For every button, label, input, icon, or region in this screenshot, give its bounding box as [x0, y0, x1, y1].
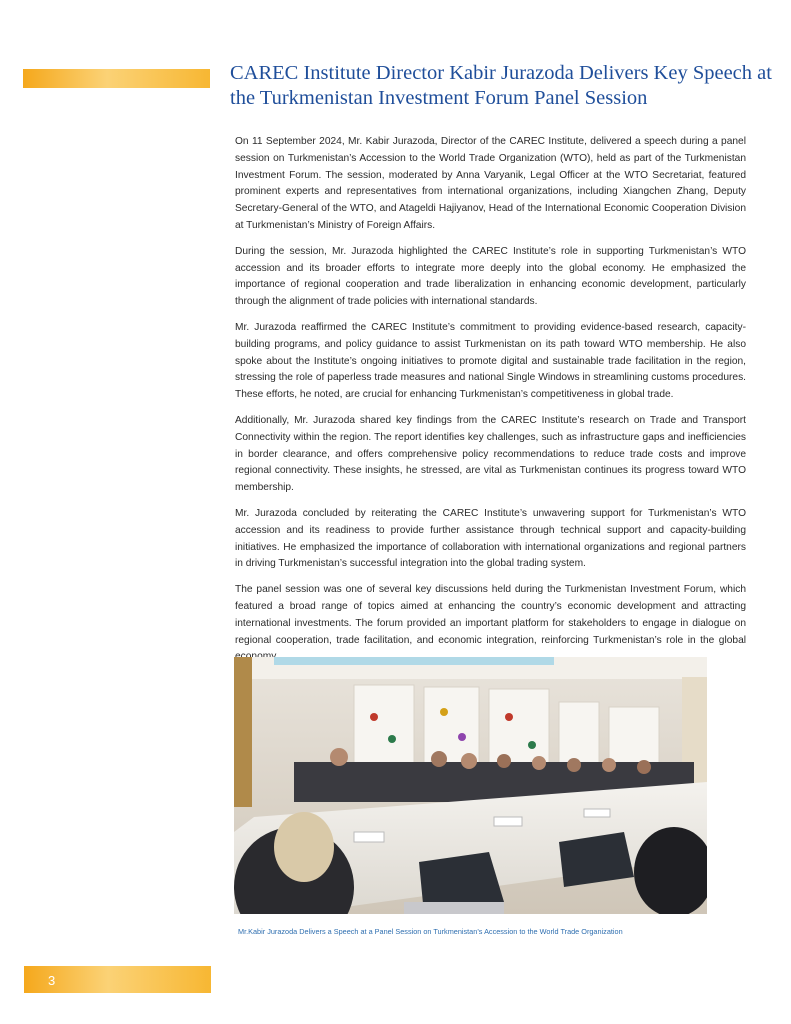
paragraph-4: Additionally, Mr. Jurazoda shared key findings from the CAREC Institute’s research on Trade and Transport Connectivity within the region. The report identifies key challenges, such as infrastructure gaps and inefficiencies in border clearance, and offers comprehensive policy recommendations to reduce trade costs and improve regional connectivity. These insights, he stressed, are vital as Turkmenistan continues its progress toward WTO membership. — [235, 414, 746, 494]
article-body — [235, 134, 746, 675]
title-accent-bar — [23, 69, 210, 88]
paragraph-5: Mr. Jurazoda concluded by reiterating the CAREC Institute’s unwavering support for Turkmenistan’s WTO accession and its readiness to provide further assistance through technical support and capacity-building initiatives. He emphasized the importance of collaboration with international organizations and regional partners in driving Turkmenistan’s successful integration into the global trading system. — [235, 507, 746, 570]
page-number: 3 — [48, 973, 56, 988]
article-title: CAREC Institute Director Kabir Jurazoda Delivers Key Speech at the Turkmenistan Investment Forum Panel Session — [230, 62, 772, 109]
paragraph-1: On 11 September 2024, Mr. Kabir Jurazoda, Director of the CAREC Institute, delivered a speech during a panel session on Turkmenistan’s Accession to the World Trade Organization (WTO), held as part of the Turkmenistan Investment Forum. The session, moderated by Anna Varyanik, Legal Officer at the WTO Secretariat, featured prominent experts and representatives from international organizations, including Xiangchen Zhang, Deputy Secretary-General of the WTO, and Atageldi Hajiyanov, Head of the International Economic Cooperation Division at Turkmenistan’s Ministry of Foreign Affairs. — [235, 136, 746, 231]
panel-session-photo — [234, 657, 707, 914]
photo-caption: Mr.Kabir Jurazoda Delivers a Speech at a Panel Session on Turkmenistan’s Accession to the World Trade Organization — [238, 927, 623, 936]
paragraph-3: Mr. Jurazoda reaffirmed the CAREC Institute’s commitment to providing evidence-based research, capacity-building programs, and policy guidance to assist Turkmenistan on its path toward WTO membership. He also spoke about the Institute’s ongoing initiatives to promote digital and sustainable trade facilitation in the region, stressing the role of paperless trade measures and national Single Windows in streamlining customs procedures. These efforts, he noted, are crucial for enhancing Turkmenistan’s competitiveness in global trade. — [235, 321, 746, 401]
paragraph-6: The panel session was one of several key discussions held during the Turkmenistan Investment Forum, which featured a broad range of topics aimed at enhancing the country’s economic development and attracting international investments. The forum provided an important platform for stakeholders to engage in dialogue on regional cooperation, trade facilitation, and economic integration, reinforcing Turkmenistan’s role in the global — [235, 584, 746, 646]
paragraph-2: During the session, Mr. Jurazoda highlighted the CAREC Institute’s role in supporting Turkmenistan’s WTO accession and its broader efforts to integrate more deeply into the global economy. He emphasized the importance of regional cooperation and trade liberalization in enhancing economic development, particularly through the alignment of trade policies with international standards. — [235, 245, 746, 308]
